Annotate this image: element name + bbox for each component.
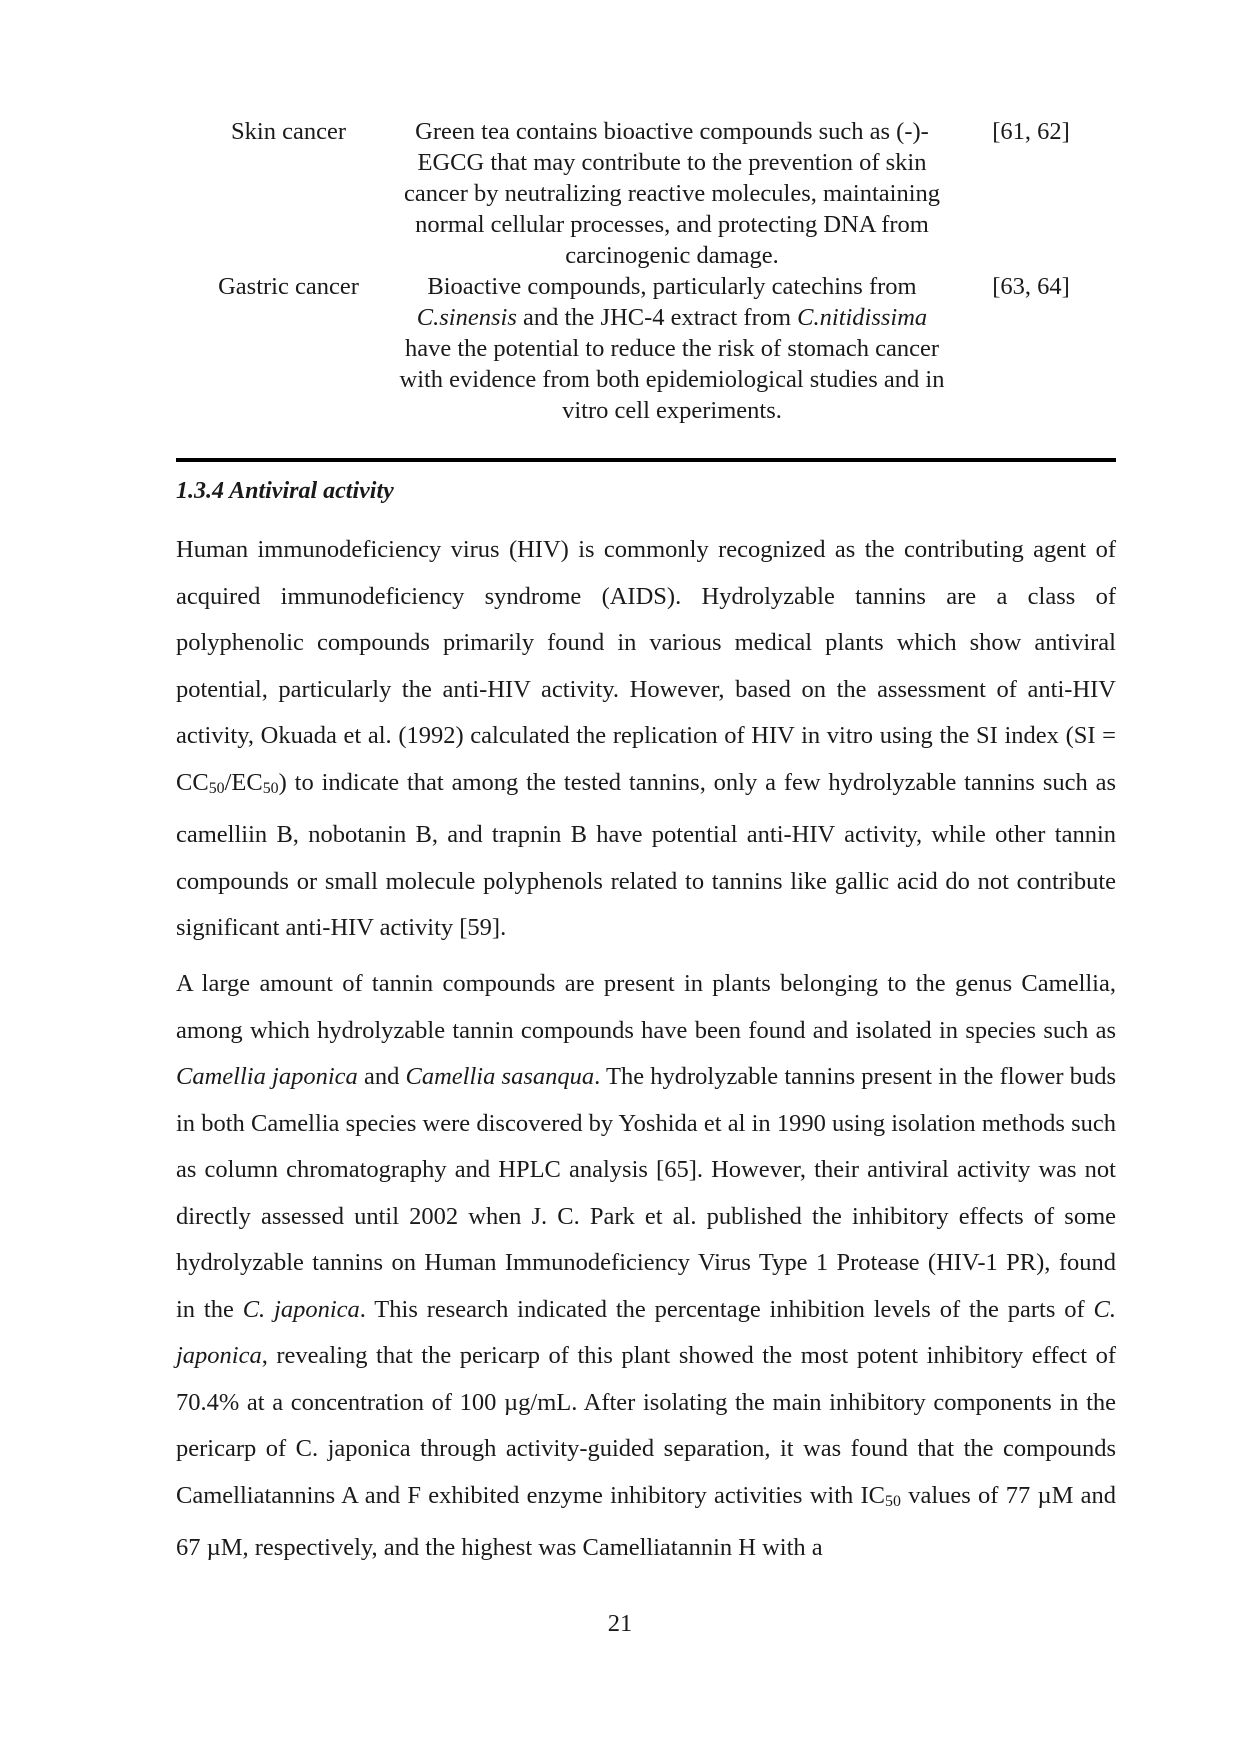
body-paragraph: [176, 527, 1116, 952]
subscript: 50: [208, 779, 225, 797]
desc-text: Bioactive compounds, particularly catechins from: [427, 273, 917, 300]
desc-text: have the potential to reduce the risk of stomach cancer with evidence from both epidemiological studies and in vitro cell experiments.: [399, 335, 945, 424]
text-run: . This research indicated the percentage inhibition levels of the parts of: [359, 1295, 1094, 1323]
subscript: 50: [885, 1492, 901, 1510]
disease-cell: Gastric cancer: [218, 273, 359, 300]
species-name: C. japonica: [242, 1295, 360, 1323]
species-name: Camellia japonica: [176, 1063, 358, 1090]
disease-cell: Skin cancer: [231, 118, 346, 145]
text-run: Human immunodeficiency virus (HIV) is commonly recognized as the contributing agent of acquired immunodeficiency syndrome (AIDS). Hydrolyzable tannins are a class of polyphenolic compounds primarily found in various medical plants which show antiviral potential, particularly the anti-HIV activity. However, based on the assessment of anti-HIV activity, Okuada et al. (1992) calculated the replication of HIV in vitro using the SI index (SI = CC: [176, 536, 1116, 796]
text-run: /EC: [224, 768, 263, 796]
species-name: C. japonica: [176, 1295, 1116, 1369]
reference-cell: [63, 64]: [992, 273, 1070, 300]
table-bottom-rule: [176, 458, 1116, 462]
text-run: ) to indicate that among the tested tannins, only a few hydrolyzable tannins such as camelliin B, nobotanin B, and trapnin B have potential anti-HIV activity, while other tannin compounds or small molecule polyphenols related to tannins like gallic acid do not contribute significant anti-HIV activity [59].: [176, 768, 1116, 942]
text-run: and: [357, 1063, 406, 1090]
subscript: 50: [262, 779, 279, 797]
text-run: . The hydrolyzable tannins present in the flower buds in both Camellia species were discovered by Yoshida et al in 1990 using isolation methods such as column chromatography and HPLC analysis [65]. However, their antiviral activity was not directly assessed until 2002 when J. C. Park et al. published the inhibitory effects of some hydrolyzable tannins on Human Immunodeficiency Virus Type 1 Protease (HIV-1 PR), found in the: [176, 1063, 1117, 1323]
reference-cell: [61, 62]: [992, 118, 1070, 145]
text-run: A large amount of tannin compounds are present in plants belonging to the genus Camellia, among which hydrolyzable tannin compounds have been found and isolated in species such as: [176, 970, 1116, 1044]
species-name: C.nitidissima: [797, 304, 928, 331]
body-paragraph: [176, 961, 1116, 1572]
species-name: C.sinensis: [416, 304, 517, 331]
description-cell: Green tea contains bioactive compounds such as (-)-EGCG that may contribute to the prevention of skin cancer by neutralizing reactive molecules, maintaining normal cellular processes, and protecting DNA from carcinogenic damage.: [403, 118, 941, 269]
species-name: Camellia sasanqua: [405, 1063, 595, 1090]
description-cell: [398, 271, 946, 426]
section-heading: 1.3.4 Antiviral activity: [176, 478, 394, 504]
page-number: 21: [607, 1610, 633, 1637]
desc-text: and the JHC-4 extract from: [516, 304, 798, 331]
text-run: values of 77 µM and 67 µM, respectively, and the highest was Camelliatannin H with a: [176, 1481, 1117, 1562]
text-run: , revealing that the pericarp of this plant showed the most potent inhibitory effect of 70.4% at a concentration of 100 µg/mL. After isolating the main inhibitory components in the pericarp of C. japonica through activity-guided separation, it was found that the compounds Camelliatannins A and F exhibited enzyme inhibitory activities with IC: [176, 1342, 1116, 1509]
